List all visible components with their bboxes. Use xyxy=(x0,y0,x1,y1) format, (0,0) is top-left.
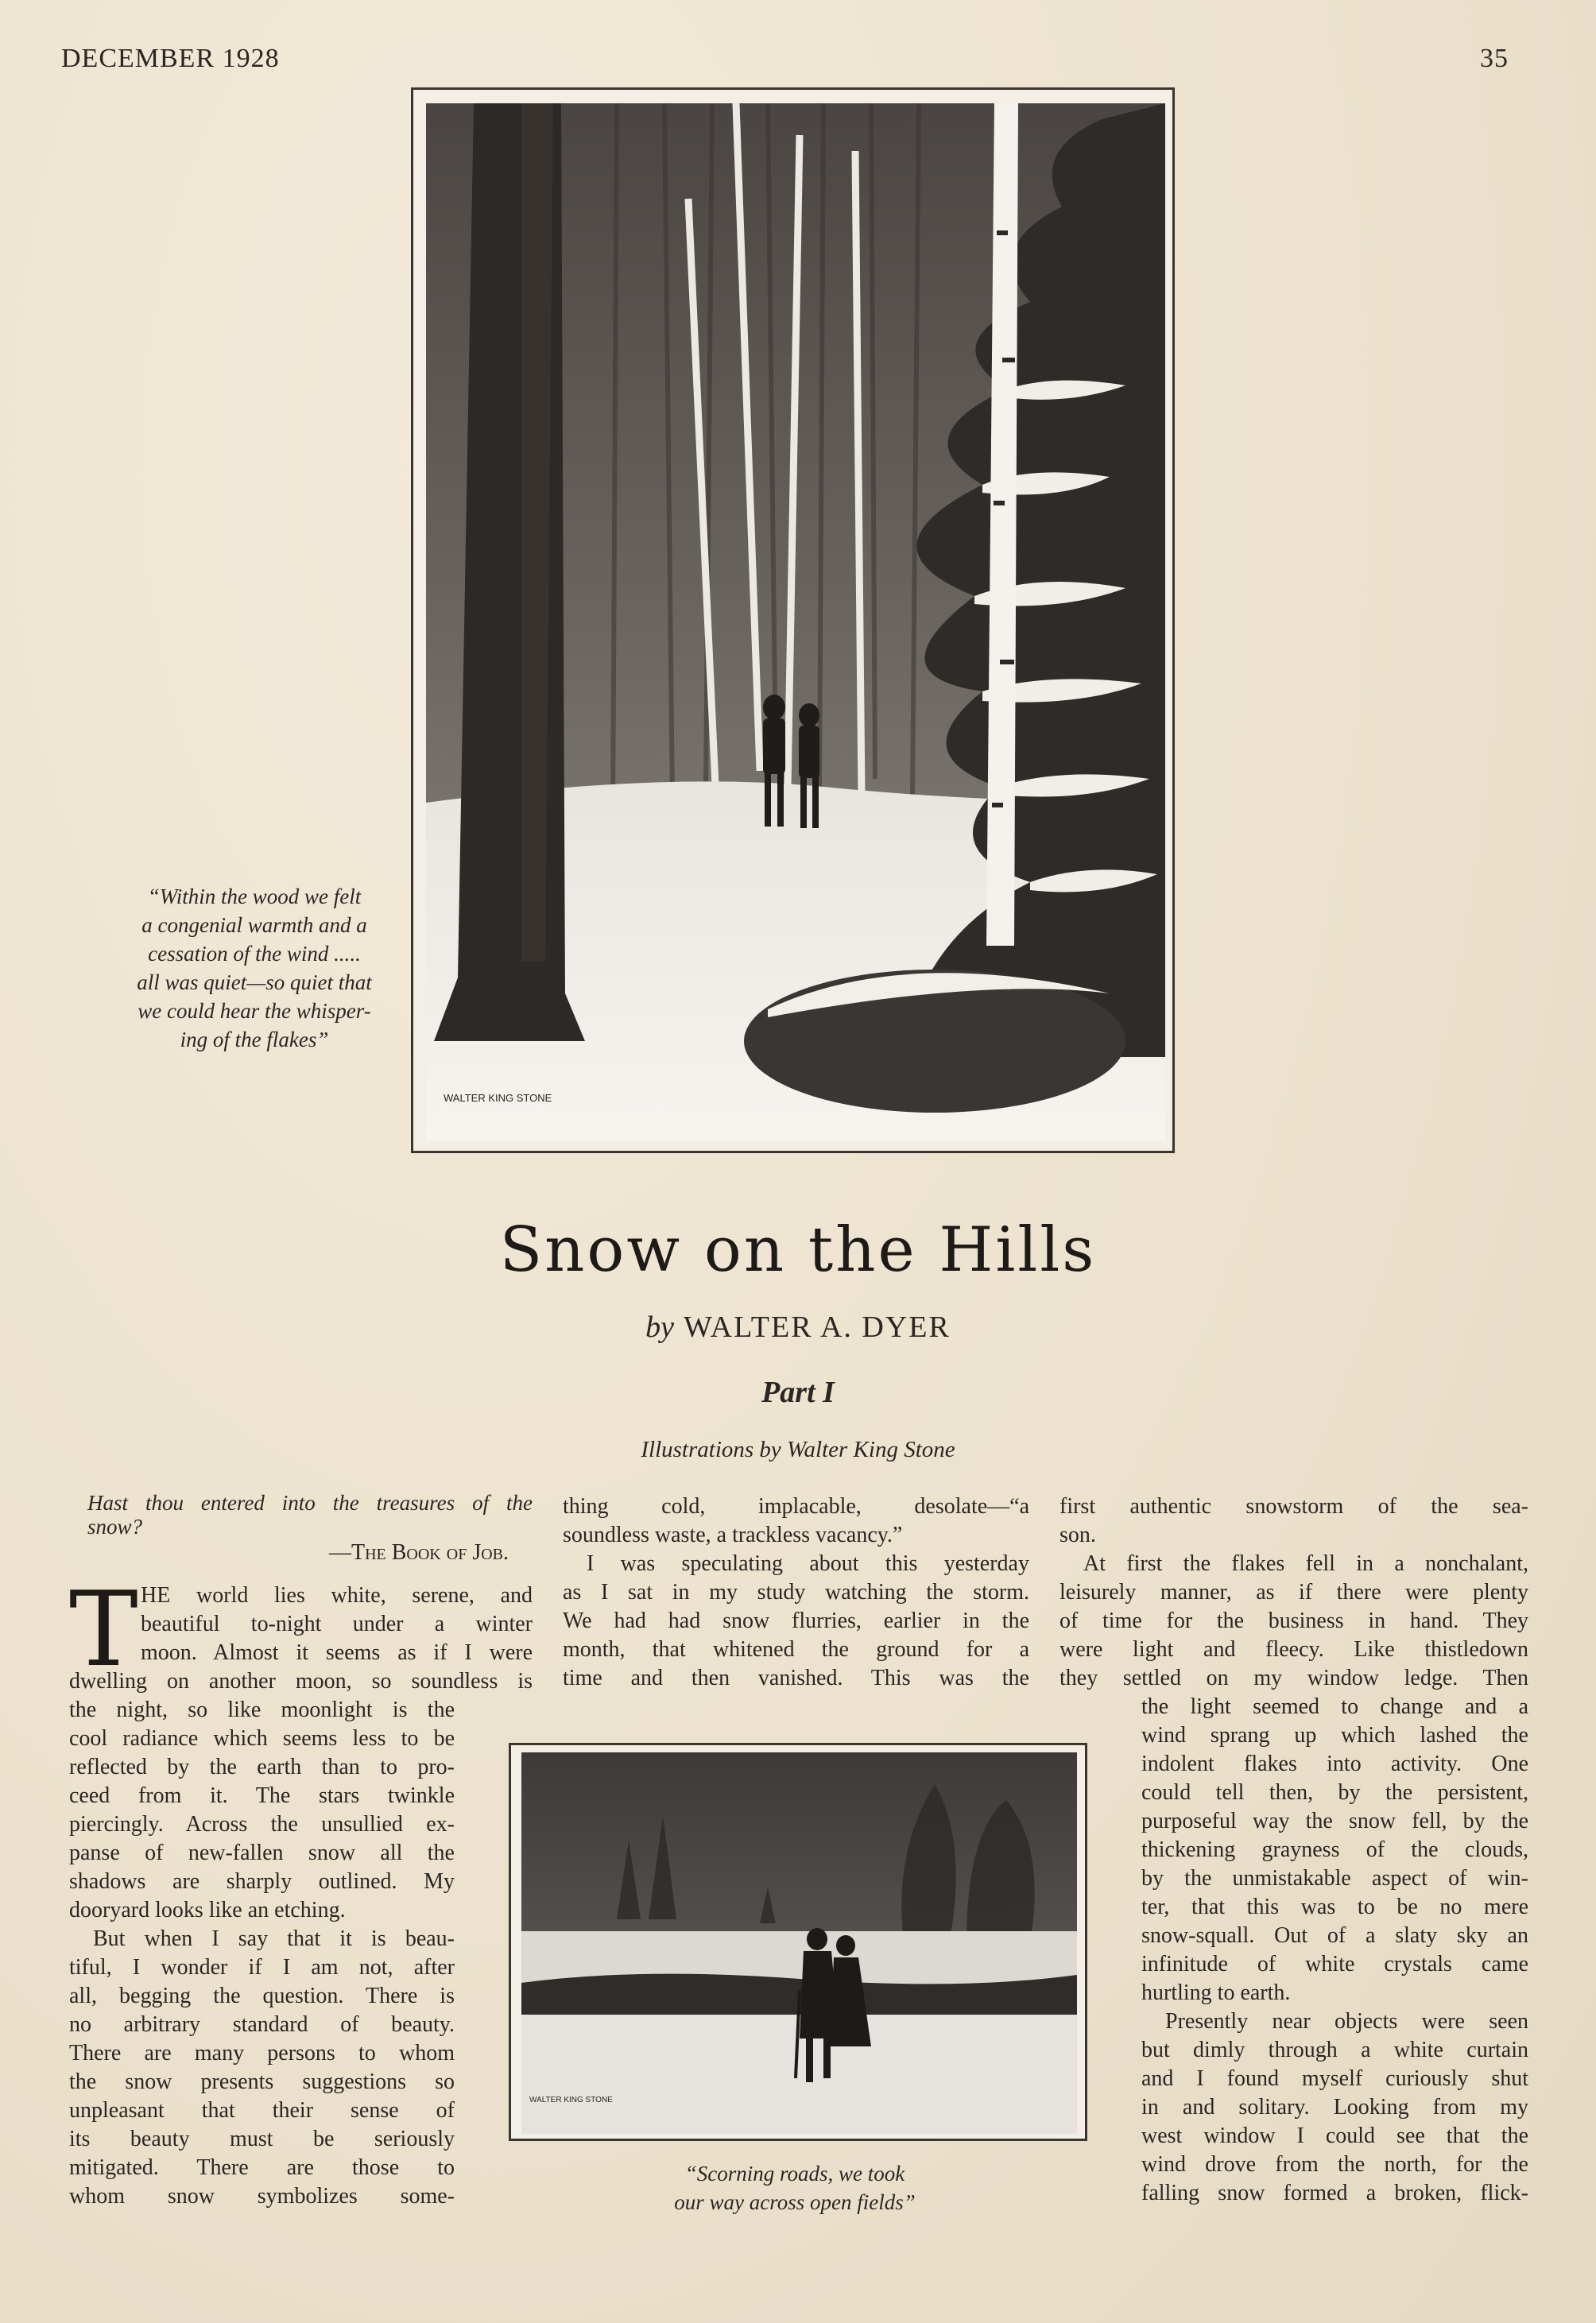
illustration-credit: Illustrations by Walter King Stone xyxy=(641,1437,955,1462)
drop-cap: T xyxy=(69,1569,138,1690)
epigraph: Hast thou entered into the treasures of the snow? xyxy=(87,1491,533,1539)
illustration1-signature: WALTER KING STONE xyxy=(444,1092,552,1104)
illustration2-caption: “Scorning roads, we took our way across open fields” xyxy=(674,2162,916,2214)
epigraph-source: —The Book of Job. xyxy=(328,1540,509,1565)
illustration2-signature: WALTER KING STONE xyxy=(529,2096,613,2104)
page-number: 35 xyxy=(1480,44,1509,73)
article-byline: by WALTER A. DYER xyxy=(645,1311,951,1344)
column1-bottom-text: the night, so like moonlight is the cool radiance which seems less to be reflected by the earth than to pro- ceed from it. The stars twinkle piercingly. Across the unsullied ex- panse of new-fallen snow all the shadows are sharply outlined. My dooryard looks like an etching. But when I say that it is beau- tiful, I wonder if I am not, after all, begging the question. There is no arbitrary standard of beauty. There are many persons to whom the snow presents suggestions so unpleasant that their sense of its beauty must be seriously mitigated. There are those to whom snow symbolizes some- xyxy=(69,1698,455,2209)
illustration-snowy-woods xyxy=(426,103,1165,1141)
column3-top-text: first authentic snowstorm of the sea- son. At first the flakes fell in a nonchalant, leisurely manner, as if there were plenty of time for the business in hand. They were light and fleecy. Like thistledown they settled on my window ledge. Then xyxy=(1059,1494,1528,1690)
illustration-open-fields xyxy=(521,1752,1077,2134)
article-part: Part I xyxy=(761,1376,835,1409)
author-name: WALTER A. DYER xyxy=(683,1311,951,1344)
column2-text: thing cold, implacable, desolate—“a soundless waste, a trackless vacancy.” I was speculating about this yesterday as I sat in my study watching the storm. We had had snow flurries, earlier in the month, that whitened the ground for a time and then vanished. This was the xyxy=(563,1494,1029,1690)
illustration1-caption: “Within the wood we felt a congenial warmth and a cessation of the wind ..... all was quiet—so quiet that we could hear the whisper- ing of the flakes” xyxy=(137,885,372,1051)
column1-top-text: HE world lies white, serene, and beautiful to-night under a winter moon. Almost it seems as if I were dwelling on another moon, so soundless is xyxy=(69,1583,533,1694)
article-title: Snow on the Hills xyxy=(499,1214,1097,1286)
running-header-date: DECEMBER 1928 xyxy=(61,44,280,73)
column3-bottom-text: the light seemed to change and a wind sprang up which lashed the indolent flakes into activity. One could tell then, by the persistent, purposeful way the snow fell, by the thickening grayness of the clouds, by the unmistakable aspect of win- ter, that this was to be no mere snow-squall. Out of a slaty sky an infinitude of white crystals came hurtling to earth. Presently near objects were seen but dimly through a white curtain and I found myself curiously shut in and solitary. Looking from my west window I could see that the wind drove from the north, for the falling snow formed a broken, flick- xyxy=(1141,1694,1528,2205)
